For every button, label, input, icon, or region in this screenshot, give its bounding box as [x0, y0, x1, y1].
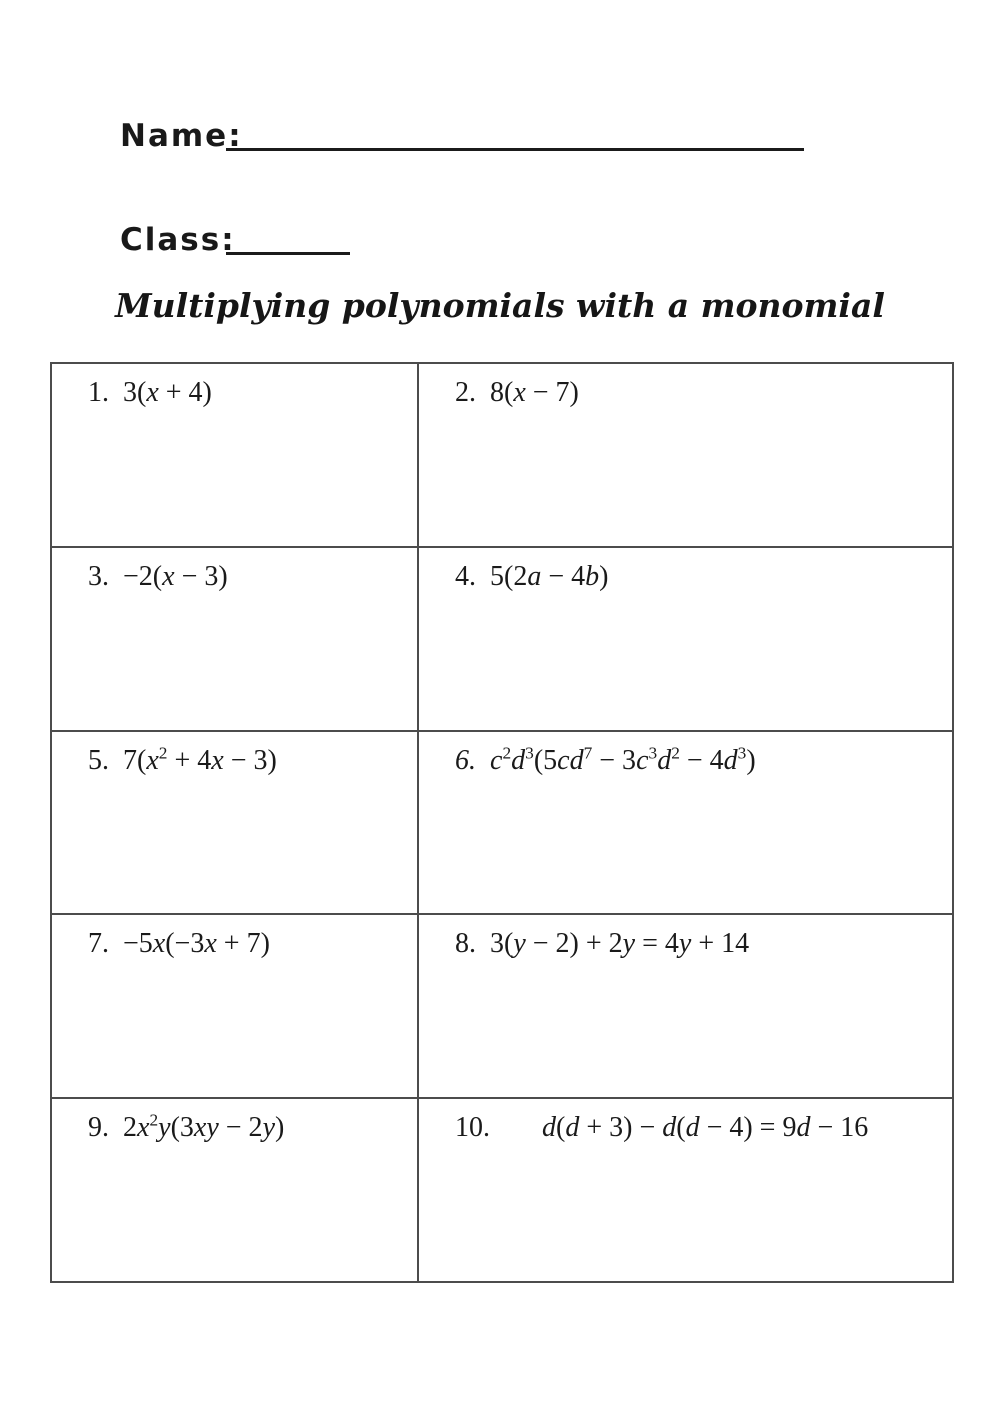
name-label: Name:: [120, 118, 243, 154]
problem-10-expression: d(d + 3) − d(d − 4) = 9d − 16: [542, 1112, 869, 1144]
problem-8-cell: [418, 914, 953, 1098]
problems-table: [50, 362, 954, 1283]
problem-6-cell: [418, 731, 953, 915]
table-row: [51, 1098, 953, 1282]
problem-8-number: 8.: [455, 928, 476, 960]
table-row: [51, 547, 953, 731]
problem-9-number: 9.: [88, 1112, 109, 1144]
problem-10-number: 10.: [455, 1112, 490, 1144]
worksheet-title: Multiplying polynomials with a monomial: [115, 286, 885, 325]
problem-4-cell: [418, 547, 953, 731]
problem-4-number: 4.: [455, 560, 476, 592]
problem-3-expression: −2(x − 3): [123, 560, 228, 592]
problem-1-expression: 3(x + 4): [123, 377, 212, 408]
name-blank-line: [226, 116, 804, 151]
table-row: [51, 914, 953, 1098]
problem-3-number: 3.: [88, 560, 109, 592]
problem-7-number: 7.: [88, 928, 109, 960]
problem-9-expression: $2x^2y(3xy - 2y)$: [123, 1110, 285, 1144]
problem-3-cell: [51, 547, 418, 731]
class-label: Class:: [120, 222, 236, 258]
problem-4-expression: 5(2a − 4b): [490, 560, 609, 592]
table-row: [51, 731, 953, 915]
problem-6-number: 6.: [455, 744, 476, 776]
problem-2-cell: [418, 363, 953, 547]
class-blank-line: [226, 220, 350, 255]
problem-2-expression: 8(x − 7): [490, 377, 579, 408]
problem-7-expression: −5x(−3x + 7): [123, 928, 270, 960]
problem-10-cell: [418, 1098, 953, 1282]
problem-9-cell: [51, 1098, 418, 1282]
problem-8-expression: 3(y − 2) + 2y = 4y + 14: [490, 928, 750, 960]
problem-1-cell: [51, 363, 418, 547]
problem-5-cell: [51, 731, 418, 915]
problem-6-expression: $c^2d^3(5cd^7 - 3c^3d^2 - 4d^3)$: [490, 743, 756, 776]
problem-2-number: 2.: [455, 377, 476, 408]
problem-5-number: 5.: [88, 744, 109, 776]
problem-1-number: 1.: [88, 377, 109, 408]
problem-5-expression: $7(x^2 + 4x - 3)$: [123, 743, 277, 776]
table-row: [51, 363, 953, 547]
problem-7-cell: [51, 914, 418, 1098]
